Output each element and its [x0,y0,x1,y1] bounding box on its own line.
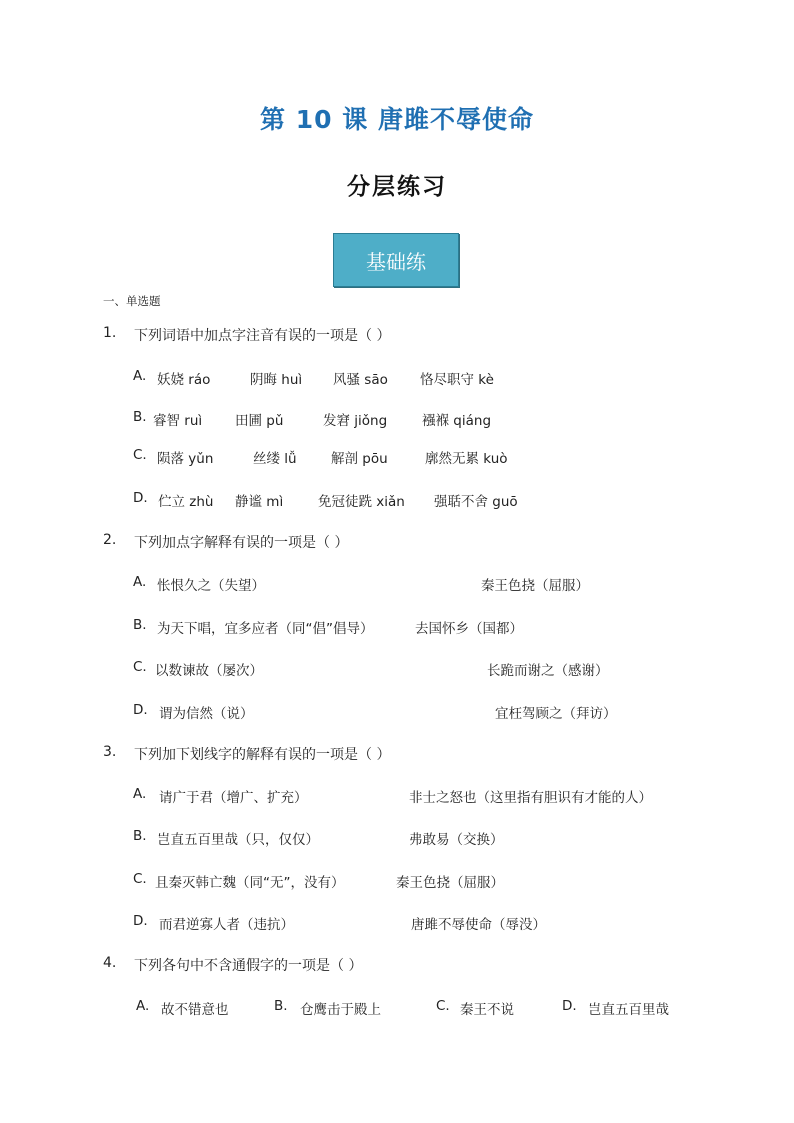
option-letter: B. [274,998,288,1014]
option-item: 风骚 sāo [333,372,388,388]
page-title: 第 10 课 唐雎不辱使命 [260,105,534,134]
option-letter: A. [133,574,147,590]
level-badge: 基础练 [333,233,459,287]
option-item: 秦王不说 [460,1002,514,1018]
option-item: 丝缕 lǚ [253,451,297,467]
option-item: 为天下唱，宜多应者（同“倡”倡导） [157,621,374,637]
option-letter: A. [136,998,150,1014]
option-item: 强聒不舍 guō [434,494,518,510]
option-letter: D. [133,490,148,506]
option-letter: A. [133,368,147,384]
option-item: 岂直五百里哉 [588,1002,669,1018]
question-stem: 下列各句中不含通假字的一项是（ ） [134,958,363,974]
question-number: 4. [103,955,117,971]
option-item: 怅恨久之（失望） [157,578,265,594]
option-item: 宜枉驾顾之（拜访） [495,706,617,722]
question-number: 3. [103,744,117,760]
option-item: 免冠徒跣 xiǎn [318,494,405,510]
option-letter: B. [133,409,147,425]
option-item: 田圃 pǔ [235,413,284,429]
question-stem: 下列加下划线字的解释有误的一项是（ ） [134,747,391,763]
option-item: 阴晦 huì [250,372,303,388]
option-item: 廓然无累 kuò [425,451,508,467]
option-item: 陨落 yǔn [157,451,214,467]
option-item: 请广于君（增广、扩充） [159,790,308,806]
option-item: 秦王色挠（屈服） [396,875,504,891]
option-item: 非士之怒也（这里指有胆识有才能的人） [409,790,652,806]
option-item: 弗敢易（交换） [409,832,504,848]
option-item: 静谧 mì [235,494,284,510]
option-letter: C. [436,998,450,1014]
option-letter: D. [133,702,148,718]
option-item: 谓为信然（说） [159,706,254,722]
question-number: 1. [103,325,117,341]
option-letter: D. [562,998,577,1014]
question-stem: 下列词语中加点字注音有误的一项是（ ） [134,328,391,344]
option-item: 且秦灭韩亡魏（同“无”，没有） [155,875,345,891]
option-letter: C. [133,659,147,675]
page-subtitle: 分层练习 [347,174,447,200]
option-item: 故不错意也 [161,1002,229,1018]
option-letter: A. [133,786,147,802]
option-letter: C. [133,447,147,463]
option-item: 去国怀乡（国都） [415,621,523,637]
option-letter: C. [133,871,147,887]
option-item: 仓鹰击于殿上 [300,1002,381,1018]
option-item: 恪尽职守 kè [420,372,494,388]
option-item: 而君逆寡人者（违抗） [159,917,294,933]
option-item: 以数谏故（屡次） [155,663,263,679]
option-letter: B. [133,828,147,844]
option-item: 睿智 ruì [153,413,203,429]
question-stem: 下列加点字解释有误的一项是（ ） [134,535,349,551]
option-letter: B. [133,617,147,633]
option-item: 襁褓 qiáng [422,413,492,429]
option-item: 伫立 zhù [158,494,214,510]
option-item: 妖娆 ráo [157,372,211,388]
option-item: 发窘 jiǒng [323,413,388,429]
question-number: 2. [103,532,117,548]
option-item: 解剖 pōu [331,451,388,467]
option-letter: D. [133,913,148,929]
section-heading: 一、单选题 [103,294,161,308]
option-item: 岂直五百里哉（只，仅仅） [157,832,319,848]
option-item: 唐雎不辱使命（辱没） [411,917,546,933]
option-item: 秦王色挠（屈服） [481,578,589,594]
option-item: 长跪而谢之（感谢） [487,663,609,679]
